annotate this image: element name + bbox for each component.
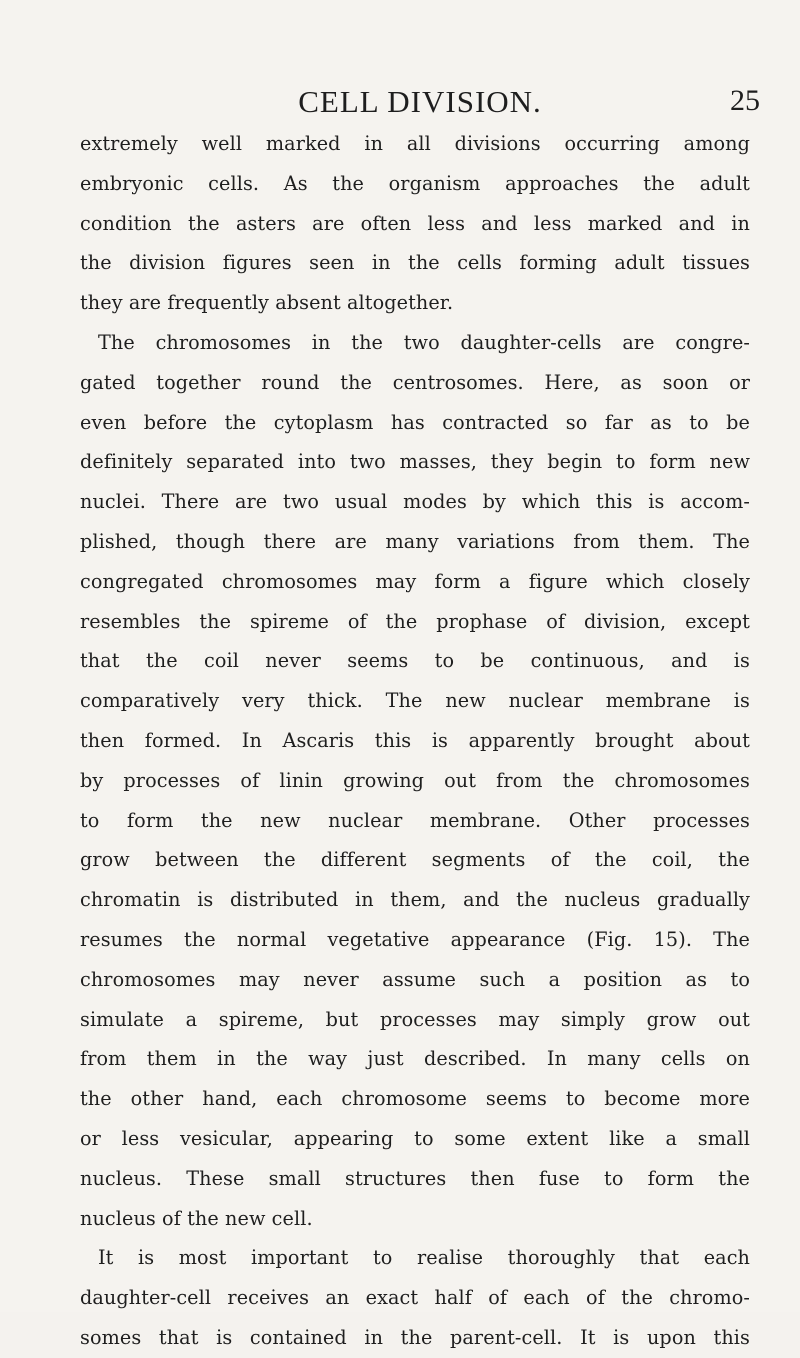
text-line: comparatively very thick. The new nuclear membrane is <box>80 689 750 713</box>
text-line: the division figures seen in the cells forming adult tissues <box>80 251 750 275</box>
text-line: nuclei. There are two usual modes by which this is accom- <box>80 490 750 514</box>
page-number: 25 <box>730 84 760 117</box>
text-line: that the coil never seems to be continuous, and is <box>80 649 750 673</box>
text-line: It is most important to realise thoroughly that each <box>98 1246 750 1270</box>
text-line: to form the new nuclear membrane. Other processes <box>80 808 750 832</box>
text-line: resumes the normal vegetative appearance (Fig. 15). The <box>80 927 750 951</box>
text-line: daughter-cell receives an exact half of each of the chromo- <box>80 1286 750 1310</box>
paragraph <box>80 323 750 1238</box>
text-line: then formed. In Ascaris this is apparently brought about <box>80 728 750 752</box>
text-line: gated together round the centrosomes. Here, as soon or <box>80 370 750 394</box>
text-line: simulate a spireme, but processes may simply grow out <box>80 1007 750 1031</box>
paragraph <box>80 124 750 323</box>
text-line: nucleus of the new cell. <box>80 1206 313 1230</box>
text-line: congregated chromosomes may form a figure which closely <box>80 569 750 593</box>
text-line: nucleus. These small structures then fuse to form the <box>80 1166 750 1190</box>
chapter-title: CELL DIVISION. <box>298 84 542 119</box>
text-line: The chromosomes in the two daughter-cells are congre- <box>98 330 750 354</box>
text-line: or less vesicular, appearing to some extent like a small <box>80 1126 750 1150</box>
text-line: resembles the spireme of the prophase of division, except <box>80 609 750 633</box>
text-line: definitely separated into two masses, they begin to form new <box>80 450 750 474</box>
text-line: they are frequently absent altogether. <box>80 291 454 315</box>
paragraph <box>80 1238 750 1357</box>
text-line: by processes of linin growing out from the chromosomes <box>80 768 750 792</box>
text-line: plished, though there are many variations from them. The <box>80 529 750 553</box>
text-line: chromosomes may never assume such a position as to <box>80 967 750 991</box>
text-line: chromatin is distributed in them, and the nucleus gradually <box>80 888 750 912</box>
text-line: from them in the way just described. In many cells on <box>80 1047 750 1071</box>
text-line: extremely well marked in all divisions occurring among <box>80 132 750 155</box>
text-line: embryonic cells. As the organism approaches the adult <box>80 171 750 195</box>
text-line: condition the asters are often less and less marked and in <box>80 211 750 235</box>
text-line: the other hand, each chromosome seems to become more <box>80 1087 750 1111</box>
running-head <box>80 84 760 124</box>
text-line: grow between the different segments of the coil, the <box>80 848 750 872</box>
text-line: even before the cytoplasm has contracted so far as to be <box>80 410 750 434</box>
body-text <box>80 124 750 1358</box>
text-line: somes that is contained in the parent-cell. It is upon this <box>80 1325 750 1349</box>
